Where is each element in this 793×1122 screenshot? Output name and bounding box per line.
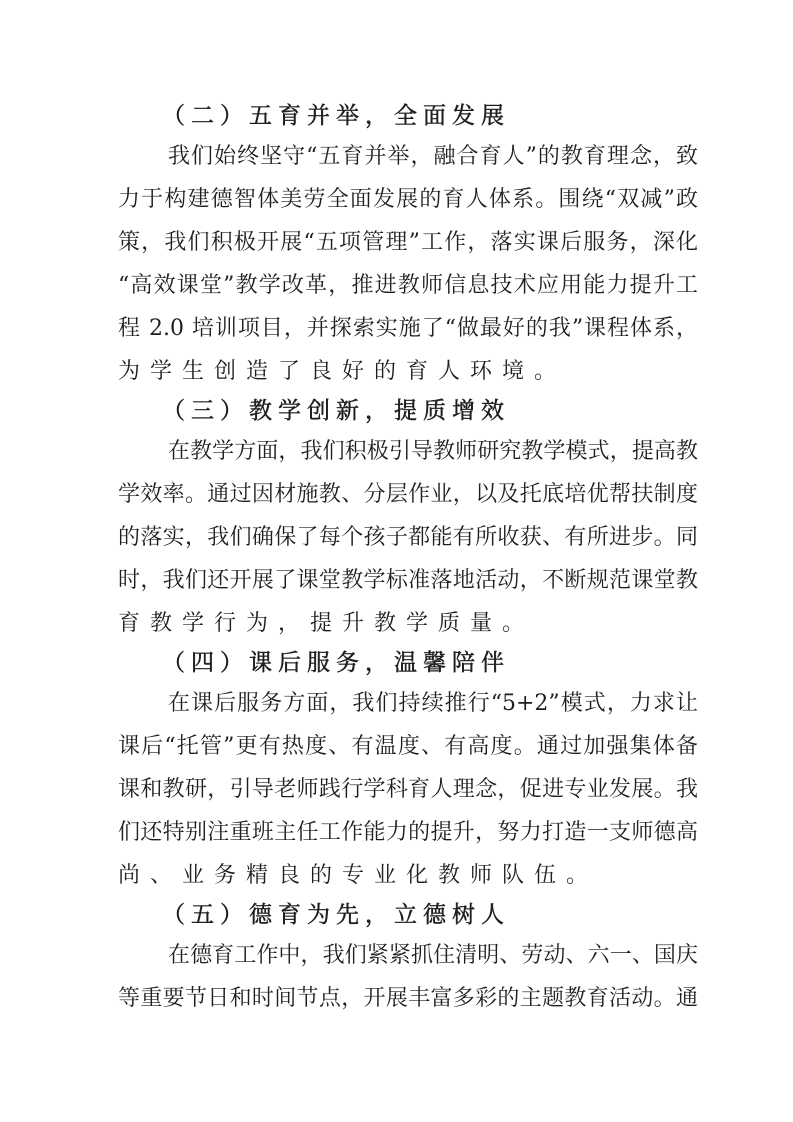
paragraph-line: 的落实，我们确保了每个孩子都能有所收获、有所进步。同 (118, 525, 698, 550)
section-heading: （二）五育并举，全面发展 (162, 103, 510, 129)
paragraph-line: 时，我们还开展了课堂教学标准落地活动，不断规范课堂教 (118, 568, 698, 593)
paragraph-line: 学效率。通过因材施教、分层作业，以及托底培优帮扶制度 (118, 482, 698, 507)
paragraph-line: 为学生创造了良好的育人环境。 (118, 359, 567, 384)
document-page (118, 98, 698, 1020)
paragraph-line: 课后“托管”更有热度、有温度、有高度。通过加强集体备 (118, 734, 698, 759)
paragraph-line: 在教学方面，我们积极引导教师研究教学模式，提高教 (168, 439, 698, 464)
paragraph-line: “高效课堂”教学改革，推进教师信息技术应用能力提升工 (118, 273, 698, 298)
paragraph-line: 我们始终坚守“五育并举，融合育人”的教育理念，致 (168, 144, 698, 169)
paragraph-line: 策，我们积极开展“五项管理”工作，落实课后服务，深化 (118, 230, 698, 255)
paragraph-line: 等重要节日和时间节点，开展丰富多彩的主题教育活动。通 (118, 986, 698, 1011)
paragraph-line: 育教学行为，提升教学质量。 (118, 611, 535, 636)
paragraph-line: 课和教研，引导老师践行学科育人理念，促进专业发展。我 (118, 777, 698, 802)
paragraph-line: 力于构建德智体美劳全面发展的育人体系。围绕“双减”政 (118, 187, 698, 212)
section-heading: （五）德育为先，立德树人 (162, 902, 510, 928)
paragraph-line: 在课后服务方面，我们持续推行“5+2”模式，力求让 (168, 691, 698, 716)
paragraph-line: 程 2.0 培训项目，并探索实施了“做最好的我”课程体系， (118, 316, 698, 341)
paragraph-line: 在德育工作中，我们紧紧抓住清明、劳动、六一、国庆 (168, 943, 698, 968)
section-heading: （四）课后服务，温馨陪伴 (162, 650, 510, 676)
section-heading: （三）教学创新，提质增效 (162, 398, 510, 424)
paragraph-line: 尚、业务精良的专业化教师队伍。 (118, 863, 599, 888)
paragraph-line: 们还特别注重班主任工作能力的提升，努力打造一支师德高 (118, 820, 698, 845)
